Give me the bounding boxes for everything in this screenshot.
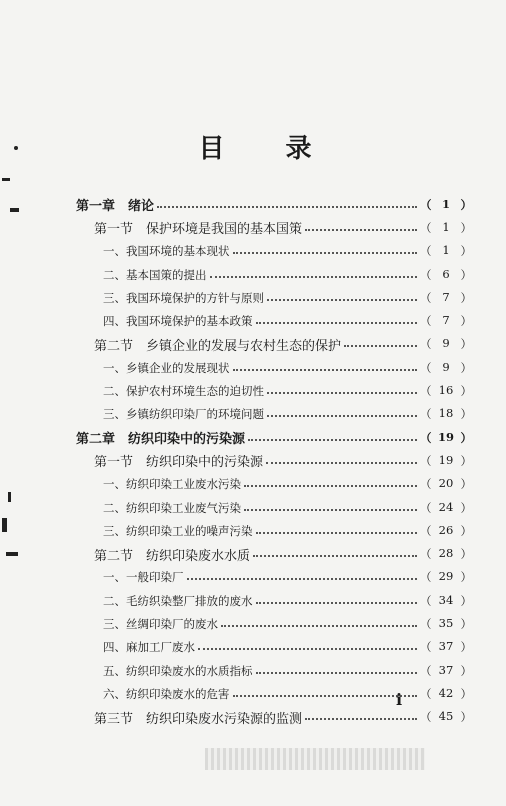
toc-entry-label: 四、我国环境保护的基本政策 xyxy=(103,314,253,329)
page-number: 1 xyxy=(441,196,450,211)
page-number: 9 xyxy=(442,336,450,351)
toc-entry xyxy=(76,426,472,449)
dot-leader xyxy=(233,369,418,371)
dot-leader xyxy=(305,718,417,720)
paren-open: （ xyxy=(420,220,432,235)
dot-leader xyxy=(157,206,417,208)
toc-entry-page xyxy=(420,267,472,283)
dot-leader xyxy=(256,602,418,604)
paren-close: ） xyxy=(460,500,472,515)
toc-entry-label: 二、毛纺织染整厂排放的废水 xyxy=(103,593,253,608)
page-number: 20 xyxy=(438,476,454,491)
dot-leader xyxy=(198,648,417,650)
toc-entry-page xyxy=(420,430,472,446)
paren-close: ） xyxy=(460,710,472,725)
scan-mark xyxy=(2,518,7,532)
paren-close: ） xyxy=(460,547,472,562)
paren-close: ） xyxy=(460,220,472,235)
paren-open: （ xyxy=(420,407,432,422)
toc-entry-page xyxy=(420,616,472,632)
toc-entry xyxy=(76,193,472,216)
toc-entry-label: 第一章 绪论 xyxy=(76,199,155,215)
paren-close: ） xyxy=(460,686,472,701)
dot-leader xyxy=(344,345,417,347)
toc-entry-page xyxy=(420,383,472,399)
paren-close: ） xyxy=(460,314,472,329)
dot-leader xyxy=(233,695,418,697)
dot-leader xyxy=(253,555,417,557)
page-number: 18 xyxy=(438,406,454,421)
toc-entry xyxy=(76,449,472,472)
scan-mark xyxy=(2,178,10,181)
page-number: 7 xyxy=(442,289,450,304)
paren-close: ） xyxy=(460,337,472,352)
page-number: 16 xyxy=(438,383,454,398)
toc-entry-label: 四、麻加工厂废水 xyxy=(103,640,195,655)
paren-close: ） xyxy=(460,453,472,468)
dot-leader xyxy=(210,276,418,278)
toc-entry xyxy=(76,566,472,589)
toc-entry xyxy=(76,636,472,659)
page-folio: i xyxy=(396,690,403,709)
toc-entry xyxy=(76,333,472,356)
paren-close: ） xyxy=(460,523,472,538)
toc-entry-label: 第一节 纺织印染中的污染源 xyxy=(94,455,264,471)
dot-leader xyxy=(266,462,417,464)
dot-leader xyxy=(187,578,418,580)
paren-open: （ xyxy=(420,547,432,562)
page-number: 28 xyxy=(438,546,454,561)
dot-leader xyxy=(256,532,418,534)
toc-entry-label: 一、一般印染厂 xyxy=(103,570,184,585)
paren-open: （ xyxy=(420,290,432,305)
scan-mark xyxy=(14,146,18,150)
dot-leader xyxy=(267,392,417,394)
scan-smudge xyxy=(205,748,425,770)
toc-entry xyxy=(76,612,472,635)
table-of-contents xyxy=(76,193,472,729)
page-number: 19 xyxy=(437,429,454,444)
toc-entry-label: 二、基本国策的提出 xyxy=(103,267,207,282)
paren-open: （ xyxy=(420,686,432,701)
paren-open: （ xyxy=(420,360,432,375)
paren-close: ） xyxy=(460,407,472,422)
page-number: 7 xyxy=(442,313,450,328)
toc-entry-label: 第三节 纺织印染废水污染源的监测 xyxy=(94,711,303,727)
paren-open: （ xyxy=(420,244,432,259)
paren-open: （ xyxy=(420,337,432,352)
toc-entry xyxy=(76,542,472,565)
toc-entry xyxy=(76,403,472,426)
page-title: 目 录 xyxy=(198,134,338,164)
toc-entry xyxy=(76,240,472,263)
toc-entry-page xyxy=(420,360,472,376)
paren-open: （ xyxy=(420,267,432,282)
toc-entry-label: 一、乡镇企业的发展现状 xyxy=(103,360,230,375)
paren-open: （ xyxy=(420,453,432,468)
toc-entry-label: 二、纺织印染工业废气污染 xyxy=(103,500,241,515)
toc-entry-page xyxy=(420,453,472,469)
toc-entry-page xyxy=(420,663,472,679)
paren-close: ） xyxy=(460,267,472,282)
toc-entry-page xyxy=(420,523,472,539)
toc-entry-label: 六、纺织印染废水的危害 xyxy=(103,686,230,701)
paren-open: （ xyxy=(420,663,432,678)
toc-entry-label: 第二节 乡镇企业的发展与农村生态的保护 xyxy=(94,338,342,354)
toc-entry-label: 第二节 纺织印染废水水质 xyxy=(94,548,251,564)
dot-leader xyxy=(267,415,417,417)
paren-open: （ xyxy=(420,616,432,631)
paren-close: ） xyxy=(460,290,472,305)
paren-close: ） xyxy=(460,640,472,655)
paren-open: （ xyxy=(420,430,432,445)
paren-open: （ xyxy=(420,314,432,329)
toc-entry-page xyxy=(420,290,472,306)
page-number: 6 xyxy=(442,266,450,281)
dot-leader xyxy=(233,252,418,254)
page-number: 42 xyxy=(438,685,454,700)
toc-entry-label: 第二章 纺织印染中的污染源 xyxy=(76,432,246,448)
page-number: 45 xyxy=(438,709,454,724)
paren-close: ） xyxy=(460,197,472,212)
paren-close: ） xyxy=(460,663,472,678)
paren-close: ） xyxy=(460,430,472,445)
toc-entry-page xyxy=(420,639,472,655)
toc-entry-page xyxy=(420,197,472,213)
page-number: 34 xyxy=(438,592,454,607)
dot-leader xyxy=(256,672,418,674)
toc-entry xyxy=(76,496,472,519)
paren-open: （ xyxy=(420,710,432,725)
toc-entry xyxy=(76,379,472,402)
page-number: 9 xyxy=(442,359,450,374)
paren-open: （ xyxy=(420,593,432,608)
toc-entry-page xyxy=(420,406,472,422)
paren-close: ） xyxy=(460,360,472,375)
page-number: 35 xyxy=(438,615,454,630)
toc-entry-label: 三、乡镇纺织印染厂的环境问题 xyxy=(103,407,264,422)
dot-leader xyxy=(256,322,418,324)
toc-entry xyxy=(76,356,472,379)
page-number: 29 xyxy=(438,569,454,584)
toc-entry-label: 一、纺织印染工业废水污染 xyxy=(103,477,241,492)
paren-open: （ xyxy=(420,477,432,492)
toc-entry-label: 一、我国环境的基本现状 xyxy=(103,244,230,259)
paren-close: ） xyxy=(460,570,472,585)
toc-entry-label: 三、纺织印染工业的噪声污染 xyxy=(103,523,253,538)
paren-open: （ xyxy=(420,640,432,655)
toc-entry xyxy=(76,682,472,705)
page-number: 1 xyxy=(442,243,450,258)
page-number: 37 xyxy=(438,639,454,654)
paren-close: ） xyxy=(460,593,472,608)
toc-entry xyxy=(76,519,472,542)
dot-leader xyxy=(221,625,417,627)
toc-entry xyxy=(76,706,472,729)
paren-open: （ xyxy=(420,570,432,585)
toc-entry xyxy=(76,216,472,239)
toc-entry xyxy=(76,286,472,309)
toc-entry-page xyxy=(420,569,472,585)
toc-entry-page xyxy=(420,220,472,236)
toc-entry-label: 五、纺织印染废水的水质指标 xyxy=(103,663,253,678)
toc-entry-page xyxy=(420,686,472,702)
toc-entry-page xyxy=(420,709,472,725)
toc-entry xyxy=(76,473,472,496)
toc-entry-page xyxy=(420,546,472,562)
dot-leader xyxy=(267,299,417,301)
paren-open: （ xyxy=(420,523,432,538)
toc-entry-page xyxy=(420,593,472,609)
scan-mark xyxy=(6,552,18,556)
paren-close: ） xyxy=(460,384,472,399)
dot-leader xyxy=(244,485,417,487)
scan-mark xyxy=(10,208,19,212)
toc-entry-page xyxy=(420,313,472,329)
scan-mark xyxy=(8,492,11,502)
toc-entry-label: 三、我国环境保护的方针与原则 xyxy=(103,290,264,305)
page-number: 1 xyxy=(442,219,450,234)
page-number: 26 xyxy=(438,522,454,537)
paren-open: （ xyxy=(420,197,432,212)
toc-entry xyxy=(76,589,472,612)
dot-leader xyxy=(244,509,417,511)
paren-open: （ xyxy=(420,500,432,515)
toc-entry xyxy=(76,659,472,682)
toc-entry-label: 三、丝绸印染厂的废水 xyxy=(103,616,218,631)
dot-leader xyxy=(248,439,417,441)
page-number: 19 xyxy=(438,452,454,467)
toc-entry-label: 二、保护农村环境生态的迫切性 xyxy=(103,384,264,399)
toc-entry xyxy=(76,309,472,332)
toc-entry xyxy=(76,263,472,286)
page-number: 37 xyxy=(438,662,454,677)
toc-entry-page xyxy=(420,336,472,352)
toc-entry-page xyxy=(420,500,472,516)
page-number: 24 xyxy=(438,499,454,514)
paren-close: ） xyxy=(460,616,472,631)
dot-leader xyxy=(305,229,417,231)
toc-entry-label: 第一节 保护环境是我国的基本国策 xyxy=(94,222,303,238)
toc-entry-page xyxy=(420,243,472,259)
paren-close: ） xyxy=(460,477,472,492)
paren-open: （ xyxy=(420,384,432,399)
toc-entry-page xyxy=(420,476,472,492)
paren-close: ） xyxy=(460,244,472,259)
